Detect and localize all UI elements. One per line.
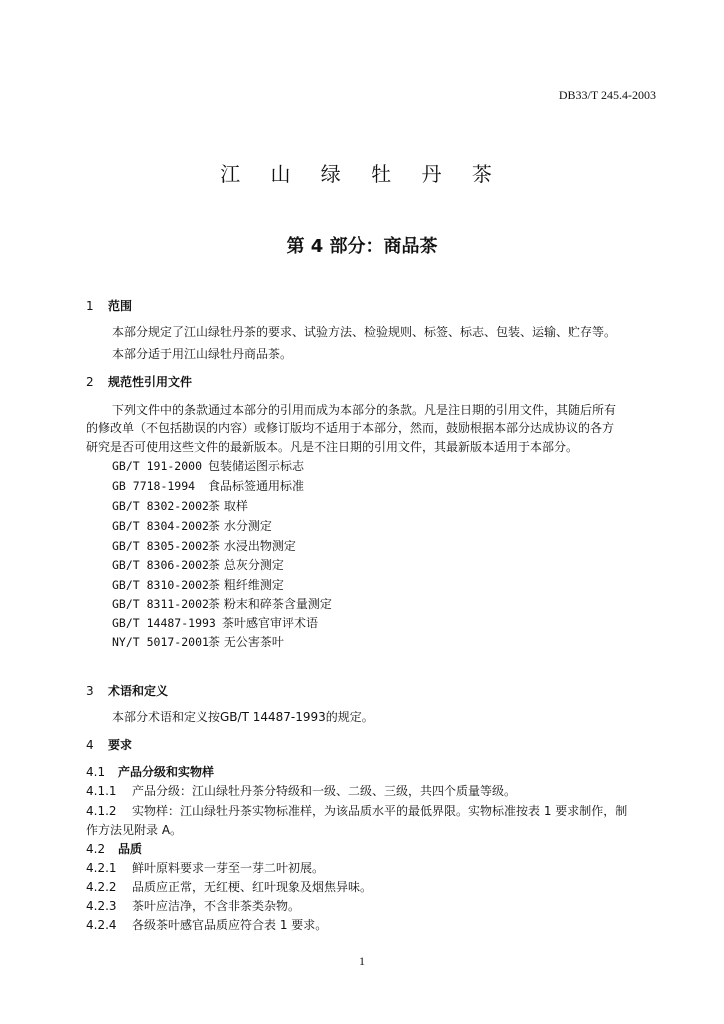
section-number: 3 [86, 684, 94, 698]
subsection-number: 4.1 [86, 765, 106, 779]
section-title: 范围 [108, 299, 133, 313]
reference-code: GB/T 8310-2002 [112, 578, 209, 592]
section-title: 规范性引用文件 [108, 375, 193, 389]
reference-item [112, 458, 658, 474]
subsection-number: 4.2 [86, 842, 106, 856]
section-number: 2 [86, 375, 94, 389]
reference-name: 食品标签通用标准 [208, 479, 305, 493]
page-number: 1 [359, 954, 365, 968]
clause-text: 茶叶应洁净，不含非茶类杂物。 [132, 899, 301, 913]
clause-4-1-1 [86, 783, 658, 799]
clause-4-2-2 [86, 879, 658, 895]
section-number: 1 [86, 299, 94, 313]
reference-name: 茶 水分测定 [208, 519, 272, 533]
reference-item [112, 538, 658, 554]
reference-code: GB/T 8305-2002 [112, 539, 209, 553]
clause-number: 4.2.3 [86, 899, 117, 913]
reference-item [112, 634, 658, 650]
reference-item [112, 498, 658, 514]
clause-4-2-3 [86, 898, 658, 914]
reference-name: 茶 总灰分测定 [208, 558, 284, 572]
section-1-paragraph-2: 本部分适于用江山绿牡丹商品茶。 [112, 347, 293, 361]
reference-name: 茶 粗纤维测定 [208, 578, 284, 592]
document-subtitle: 第 4 部分：商品茶 [286, 236, 438, 257]
section-4-2-heading [86, 841, 658, 857]
reference-code: GB/T 8306-2002 [112, 558, 209, 572]
reference-code: GB/T 191-2000 [112, 459, 203, 473]
section-4-heading [86, 737, 658, 753]
reference-item [112, 596, 658, 612]
clause-text: 产品分级：江山绿牡丹茶分特级和一级、二级、三级，共四个质量等级。 [132, 784, 517, 798]
section-2-heading [86, 374, 658, 390]
clause-text: 鲜叶原料要求一芽至一芽二叶初展。 [132, 861, 325, 875]
clause-number: 4.2.1 [86, 861, 117, 875]
clause-4-1-2 [86, 803, 658, 819]
clause-number: 4.2.2 [86, 880, 117, 894]
reference-item [112, 577, 658, 593]
clause-number: 4.1.1 [86, 784, 117, 798]
section-4-1-heading [86, 764, 658, 780]
reference-item [112, 518, 658, 534]
clause-4-2-4 [86, 917, 658, 933]
reference-code: GB/T 14487-1993 [112, 616, 216, 630]
reference-code: GB 7718-1994 [112, 479, 196, 493]
reference-item [112, 557, 658, 573]
reference-name: 茶 水浸出物测定 [208, 539, 296, 553]
reference-code: NY/T 5017-2001 [112, 635, 209, 649]
clause-text: 品质应正常，无红梗、红叶现象及烟焦异味。 [132, 880, 373, 894]
section-2-paragraph-line-2: 的修改单（不包括勘误的内容）或修订版均不适用于本部分，然而，鼓励根据本部分达成协议的各方 [86, 421, 615, 435]
clause-4-1-2-continued: 作方法见附录 A。 [86, 823, 183, 837]
reference-code: GB/T 8302-2002 [112, 499, 209, 513]
clause-number: 4.1.2 [86, 804, 117, 818]
section-2-paragraph-line-3: 研究是否可使用这些文件的最新版本。凡是不注日期的引用文件，其最新版本适用于本部分。 [86, 440, 579, 454]
reference-item [112, 615, 658, 631]
clause-text: 各级茶叶感官品质应符合表 1 要求。 [132, 918, 328, 932]
reference-name: 茶 无公害茶叶 [208, 635, 284, 649]
section-3-heading [86, 683, 658, 699]
section-1-heading [86, 298, 658, 314]
clause-number: 4.2.4 [86, 918, 117, 932]
standard-number: DB33/T 245.4-2003 [558, 88, 656, 102]
section-3-paragraph: 本部分术语和定义按GB/T 14487-1993的规定。 [112, 710, 374, 724]
section-2-paragraph-line-1: 下列文件中的条款通过本部分的引用而成为本部分的条款。凡是注日期的引用文件，其随后所有 [112, 403, 617, 417]
reference-code: GB/T 8311-2002 [112, 597, 209, 611]
section-title: 术语和定义 [108, 684, 169, 698]
clause-4-2-1 [86, 860, 658, 876]
reference-name: 茶叶感官审评术语 [222, 616, 319, 630]
reference-item [112, 478, 658, 494]
document-title: 江 山 绿 牡 丹 茶 [220, 162, 504, 186]
clause-text: 实物样：江山绿牡丹茶实物标准样，为该品质水平的最低界限。实物标准按表 1 要求制作，制 [132, 804, 628, 818]
section-title: 要求 [108, 738, 133, 752]
reference-code: GB/T 8304-2002 [112, 519, 209, 533]
section-1-paragraph-1: 本部分规定了江山绿牡丹茶的要求、试验方法、检验规则、标签、标志、包装、运输、贮存等。 [112, 325, 617, 339]
subsection-title: 品质 [118, 842, 143, 856]
reference-name: 包装储运图示标志 [208, 459, 305, 473]
section-number: 4 [86, 738, 94, 752]
reference-name: 茶 取样 [208, 499, 248, 513]
reference-name: 茶 粉末和碎茶含量测定 [208, 597, 332, 611]
subsection-title: 产品分级和实物样 [118, 765, 215, 779]
